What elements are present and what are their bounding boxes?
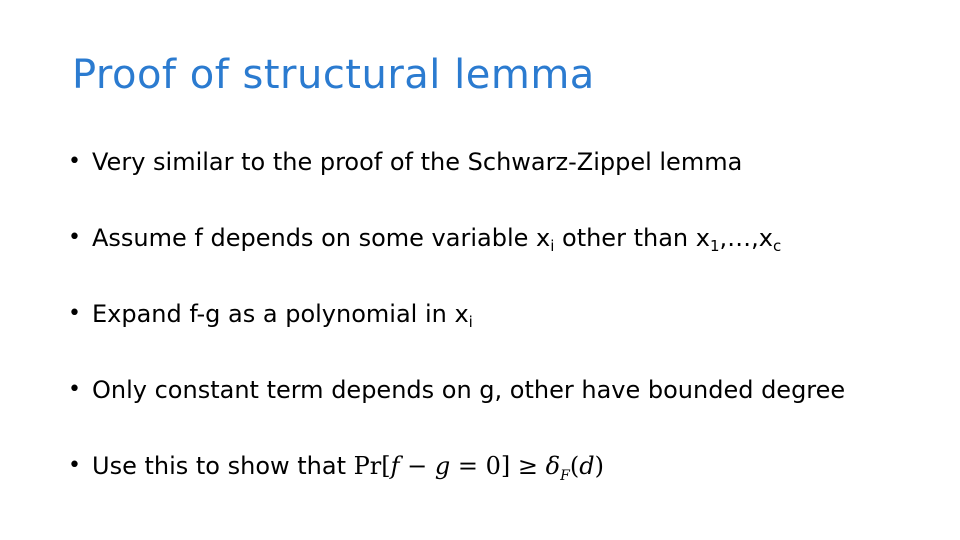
math-delta: δ	[545, 452, 561, 480]
math-d: d	[579, 452, 595, 480]
subscript-1: 1	[709, 237, 720, 255]
bullet-item	[68, 368, 845, 444]
bullet-text-prefix: Use this to show that	[92, 452, 354, 480]
bullet-item	[68, 444, 845, 520]
bullet-text-middle: other than x	[554, 224, 710, 252]
bullet-item	[68, 216, 845, 292]
subscript-c: c	[772, 237, 782, 255]
bullet-text-prefix: Assume f depends on some variable x	[92, 224, 551, 252]
math-paren-close: )	[594, 452, 604, 480]
bullet-text-ellipsis: ,…,x	[719, 224, 773, 252]
bullet-dot: •	[68, 377, 81, 402]
bullet-dot: •	[68, 301, 81, 326]
math-pr: Pr[	[353, 452, 391, 480]
bullet-text: Only constant term depends on g, other have bounded degree	[92, 376, 846, 404]
bullet-text	[92, 224, 782, 255]
bullet-text-prefix: Expand f-g as a polynomial in x	[92, 300, 469, 328]
bullet-dot: •	[68, 149, 81, 174]
math-f: f	[390, 452, 400, 480]
bullet-item	[68, 140, 845, 216]
bullet-item	[68, 292, 845, 368]
math-delta-subscript: F	[560, 468, 570, 484]
subscript-i: i	[550, 237, 555, 255]
bullet-dot: •	[68, 225, 81, 250]
math-eq: = 0] ≥	[450, 452, 546, 480]
math-paren-open: (	[569, 452, 580, 480]
math-minus: −	[399, 452, 435, 480]
bullet-list	[68, 140, 845, 520]
bullet-text	[92, 300, 473, 331]
math-g: g	[434, 452, 451, 480]
math-expression	[353, 452, 604, 484]
bullet-text: Very similar to the proof of the Schwarz-Zippel lemma	[92, 148, 743, 176]
slide-title: Proof of structural lemma	[72, 52, 595, 98]
bullet-text	[92, 452, 604, 484]
bullet-dot: •	[68, 453, 81, 478]
subscript-i: i	[468, 313, 473, 331]
